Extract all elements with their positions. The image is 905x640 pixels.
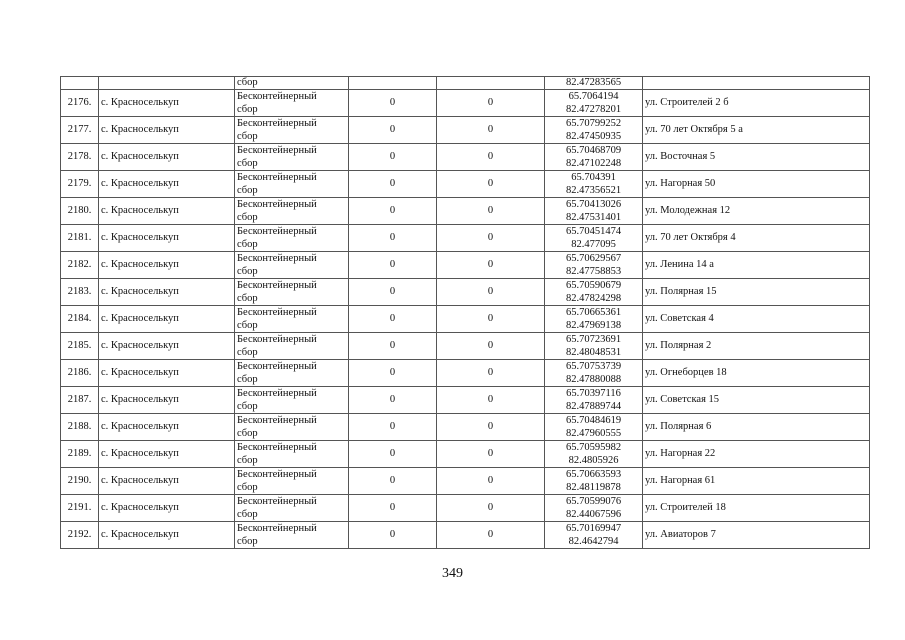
cell-address: ул. Строителей 2 б: [643, 90, 870, 117]
cell-place: с. Красноселькуп: [99, 333, 235, 360]
cell-lon: 82.48119878: [566, 482, 621, 493]
cell-lat: 65.70599076: [565, 496, 622, 507]
cell-num: 2186.: [61, 360, 99, 387]
cell-coords: [545, 306, 643, 333]
cell-val2: 0: [437, 441, 545, 468]
cell-lat: 65.70468709: [565, 145, 622, 156]
cell-val2: 0: [437, 333, 545, 360]
cell-lat: 65.70665361: [565, 307, 622, 318]
cell-type: [235, 306, 349, 333]
cell-type-line2: сбор: [237, 455, 258, 466]
table-row: [61, 468, 870, 495]
cell-address: ул. 70 лет Октября 5 а: [643, 117, 870, 144]
table-row: [61, 495, 870, 522]
cell-val2: [437, 77, 545, 90]
cell-lat: 65.70484619: [565, 415, 622, 426]
cell-val1: 0: [349, 306, 437, 333]
cell-val2: 0: [437, 171, 545, 198]
cell-type: [235, 333, 349, 360]
cell-num: 2183.: [61, 279, 99, 306]
cell-num: 2180.: [61, 198, 99, 225]
cell-place: с. Красноселькуп: [99, 414, 235, 441]
cell-type-line1: Бесконтейнерный: [237, 442, 317, 453]
cell-lat: 65.70590679: [565, 280, 622, 291]
cell-type: [235, 198, 349, 225]
cell-num: 2185.: [61, 333, 99, 360]
cell-lon: 82.47102248: [565, 158, 622, 169]
cell-num: [61, 77, 99, 90]
cell-type: сбор: [235, 77, 349, 90]
cell-place: с. Красноселькуп: [99, 225, 235, 252]
cell-place: с. Красноселькуп: [99, 279, 235, 306]
cell-type-line1: Бесконтейнерный: [237, 145, 317, 156]
cell-coords: [545, 414, 643, 441]
cell-address: ул. Восточная 5: [643, 144, 870, 171]
cell-num: 2179.: [61, 171, 99, 198]
cell-num: 2181.: [61, 225, 99, 252]
cell-type: [235, 279, 349, 306]
cell-type-line1: Бесконтейнерный: [237, 280, 317, 291]
cell-address: ул. Огнеборцев 18: [643, 360, 870, 387]
cell-coords: [545, 495, 643, 522]
cell-type-line1: Бесконтейнерный: [237, 307, 317, 318]
cell-type-line1: Бесконтейнерный: [237, 91, 317, 102]
cell-coords: [545, 252, 643, 279]
cell-val2: 0: [437, 495, 545, 522]
cell-lon: 82.47531401: [565, 212, 622, 223]
cell-lon: 82.47278201: [565, 104, 622, 115]
cell-val1: 0: [349, 495, 437, 522]
waste-sites-table: [60, 76, 870, 549]
cell-val1: 0: [349, 279, 437, 306]
cell-lon: 82.44067596: [565, 509, 622, 520]
cell-val1: 0: [349, 90, 437, 117]
cell-val1: 0: [349, 198, 437, 225]
cell-place: [99, 77, 235, 90]
cell-lat: 65.70753739: [565, 361, 622, 372]
cell-val1: 0: [349, 468, 437, 495]
cell-type-line1: Бесконтейнерный: [237, 388, 317, 399]
cell-val2: 0: [437, 522, 545, 549]
table-row: [61, 144, 870, 171]
table-row: [61, 117, 870, 144]
cell-address: ул. 70 лет Октября 4: [643, 225, 870, 252]
cell-type: [235, 90, 349, 117]
cell-val2: 0: [437, 117, 545, 144]
table-row: [61, 441, 870, 468]
cell-lon: 82.47758853: [565, 266, 622, 277]
cell-type-line2: сбор: [237, 536, 258, 547]
cell-type: [235, 360, 349, 387]
cell-val2: 0: [437, 387, 545, 414]
cell-coords: [545, 360, 643, 387]
cell-val2: 0: [437, 198, 545, 225]
cell-val1: 0: [349, 387, 437, 414]
cell-val1: 0: [349, 333, 437, 360]
cell-address: ул. Молодежная 12: [643, 198, 870, 225]
cell-address: ул. Нагорная 50: [643, 171, 870, 198]
cell-coords: [545, 225, 643, 252]
cell-lat: 65.70169947: [565, 523, 622, 534]
cell-num: 2182.: [61, 252, 99, 279]
cell-type-line1: Бесконтейнерный: [237, 226, 317, 237]
cell-val1: 0: [349, 171, 437, 198]
cell-place: с. Красноселькуп: [99, 468, 235, 495]
cell-place: с. Красноселькуп: [99, 252, 235, 279]
cell-val1: 0: [349, 252, 437, 279]
cell-type-line2: сбор: [237, 428, 258, 439]
cell-type-line1: Бесконтейнерный: [237, 469, 317, 480]
cell-coords: [545, 171, 643, 198]
cell-place: с. Красноселькуп: [99, 198, 235, 225]
cell-type-line2: сбор: [237, 212, 258, 223]
cell-type-line2: сбор: [237, 509, 258, 520]
cell-address: ул. Строителей 18: [643, 495, 870, 522]
cell-type: [235, 522, 349, 549]
cell-num: 2178.: [61, 144, 99, 171]
cell-lon: 82.4642794: [568, 536, 619, 547]
cell-val2: 0: [437, 90, 545, 117]
table-row: [61, 387, 870, 414]
cell-place: с. Красноселькуп: [99, 495, 235, 522]
cell-val2: 0: [437, 360, 545, 387]
cell-type: [235, 225, 349, 252]
cell-place: с. Красноселькуп: [99, 306, 235, 333]
table-row: [61, 306, 870, 333]
cell-place: с. Красноселькуп: [99, 360, 235, 387]
table-row: [61, 252, 870, 279]
cell-type-line2: сбор: [237, 185, 258, 196]
cell-lat: 65.70397116: [566, 388, 621, 399]
cell-num: 2187.: [61, 387, 99, 414]
table-row: [61, 225, 870, 252]
cell-val1: 0: [349, 360, 437, 387]
cell-lat: 65.70629567: [565, 253, 622, 264]
cell-val2: 0: [437, 468, 545, 495]
cell-lon: 82.47969138: [565, 320, 622, 331]
cell-type: [235, 414, 349, 441]
cell-coords: [545, 522, 643, 549]
cell-lon: 82.47824298: [565, 293, 622, 304]
cell-type-line2: сбор: [237, 320, 258, 331]
cell-type-line1: Бесконтейнерный: [237, 523, 317, 534]
cell-address: ул. Ленина 14 а: [643, 252, 870, 279]
table-row: [61, 360, 870, 387]
cell-address: ул. Нагорная 22: [643, 441, 870, 468]
table-row: [61, 171, 870, 198]
cell-lat: 65.70799252: [565, 118, 622, 129]
cell-type: [235, 144, 349, 171]
page-number: 349: [442, 566, 463, 581]
table-row: [61, 333, 870, 360]
cell-place: с. Красноселькуп: [99, 171, 235, 198]
cell-type-line2: сбор: [237, 401, 258, 412]
cell-val2: 0: [437, 279, 545, 306]
cell-place: с. Красноселькуп: [99, 441, 235, 468]
cell-place: с. Красноселькуп: [99, 387, 235, 414]
cell-coords: [545, 333, 643, 360]
cell-val1: 0: [349, 225, 437, 252]
table-row: [61, 522, 870, 549]
cell-lon: 82.47889744: [565, 401, 622, 412]
cell-num: 2177.: [61, 117, 99, 144]
cell-lat: 65.70451474: [565, 226, 622, 237]
cell-coords: [545, 387, 643, 414]
cell-type-line1: Бесконтейнерный: [237, 253, 317, 264]
cell-lon: 82.47960555: [565, 428, 622, 439]
cell-coords: [545, 117, 643, 144]
table-row: [61, 279, 870, 306]
cell-num: 2189.: [61, 441, 99, 468]
cell-type-line2: сбор: [237, 266, 258, 277]
table-row: [61, 90, 870, 117]
cell-type: [235, 468, 349, 495]
cell-val1: [349, 77, 437, 90]
cell-type-line2: сбор: [237, 374, 258, 385]
cell-val2: 0: [437, 252, 545, 279]
cell-type-line1: Бесконтейнерный: [237, 172, 317, 183]
cell-lat: 65.70663593: [565, 469, 622, 480]
table-row: [61, 198, 870, 225]
cell-address: ул. Нагорная 61: [643, 468, 870, 495]
cell-lon: 82.48048531: [565, 347, 622, 358]
cell-val1: 0: [349, 144, 437, 171]
cell-type-line1: Бесконтейнерный: [237, 361, 317, 372]
cell-lon: 82.47283565: [545, 77, 643, 90]
cell-place: с. Красноселькуп: [99, 90, 235, 117]
table-body: [61, 77, 870, 549]
cell-val1: 0: [349, 522, 437, 549]
cell-num: 2192.: [61, 522, 99, 549]
cell-address: ул. Полярная 6: [643, 414, 870, 441]
cell-type-line1: Бесконтейнерный: [237, 334, 317, 345]
cell-val2: 0: [437, 144, 545, 171]
cell-place: с. Красноселькуп: [99, 522, 235, 549]
cell-lon: 82.4805926: [568, 455, 619, 466]
cell-address: ул. Полярная 2: [643, 333, 870, 360]
cell-lat: 65.70413026: [565, 199, 622, 210]
cell-val1: 0: [349, 414, 437, 441]
cell-lat: 65.7064194: [568, 91, 619, 102]
cell-val2: 0: [437, 306, 545, 333]
cell-type-line2: сбор: [237, 239, 258, 250]
cell-type-line1: Бесконтейнерный: [237, 496, 317, 507]
cell-address: ул. Полярная 15: [643, 279, 870, 306]
cell-lat: 65.70595982: [565, 442, 622, 453]
cell-type: [235, 171, 349, 198]
cell-type-line2: сбор: [237, 293, 258, 304]
cell-address: ул. Советская 15: [643, 387, 870, 414]
cell-coords: [545, 144, 643, 171]
cell-lon: 82.477095: [571, 239, 616, 250]
cell-address: ул. Авиаторов 7: [643, 522, 870, 549]
cell-val1: 0: [349, 441, 437, 468]
cell-place: с. Красноселькуп: [99, 117, 235, 144]
cell-type-line2: сбор: [237, 104, 258, 115]
cell-type: [235, 117, 349, 144]
cell-type-line2: сбор: [237, 158, 258, 169]
cell-lon: 82.47356521: [565, 185, 622, 196]
cell-lat: 65.704391: [571, 172, 616, 183]
cell-coords: [545, 90, 643, 117]
cell-type-line1: Бесконтейнерный: [237, 199, 317, 210]
cell-num: 2184.: [61, 306, 99, 333]
cell-type-line1: Бесконтейнерный: [237, 118, 317, 129]
cell-type-line1: Бесконтейнерный: [237, 415, 317, 426]
cell-type: [235, 441, 349, 468]
cell-coords: [545, 279, 643, 306]
cell-address: ул. Советская 4: [643, 306, 870, 333]
cell-num: 2188.: [61, 414, 99, 441]
cell-val2: 0: [437, 414, 545, 441]
cell-lat: 65.70723691: [565, 334, 622, 345]
cell-type-line2: сбор: [237, 482, 258, 493]
cell-lon: 82.47450935: [565, 131, 622, 142]
cell-place: с. Красноселькуп: [99, 144, 235, 171]
cell-type-line2: сбор: [237, 131, 258, 142]
cell-coords: [545, 198, 643, 225]
cell-num: 2176.: [61, 90, 99, 117]
table-row-continued: [61, 77, 870, 90]
cell-type: [235, 387, 349, 414]
cell-address: [643, 77, 870, 90]
cell-val2: 0: [437, 225, 545, 252]
cell-val1: 0: [349, 117, 437, 144]
cell-lon: 82.47880088: [565, 374, 622, 385]
cell-type: [235, 252, 349, 279]
cell-type-line2: сбор: [237, 347, 258, 358]
cell-coords: [545, 441, 643, 468]
cell-num: 2191.: [61, 495, 99, 522]
table-row: [61, 414, 870, 441]
cell-type: [235, 495, 349, 522]
cell-num: 2190.: [61, 468, 99, 495]
cell-coords: [545, 468, 643, 495]
